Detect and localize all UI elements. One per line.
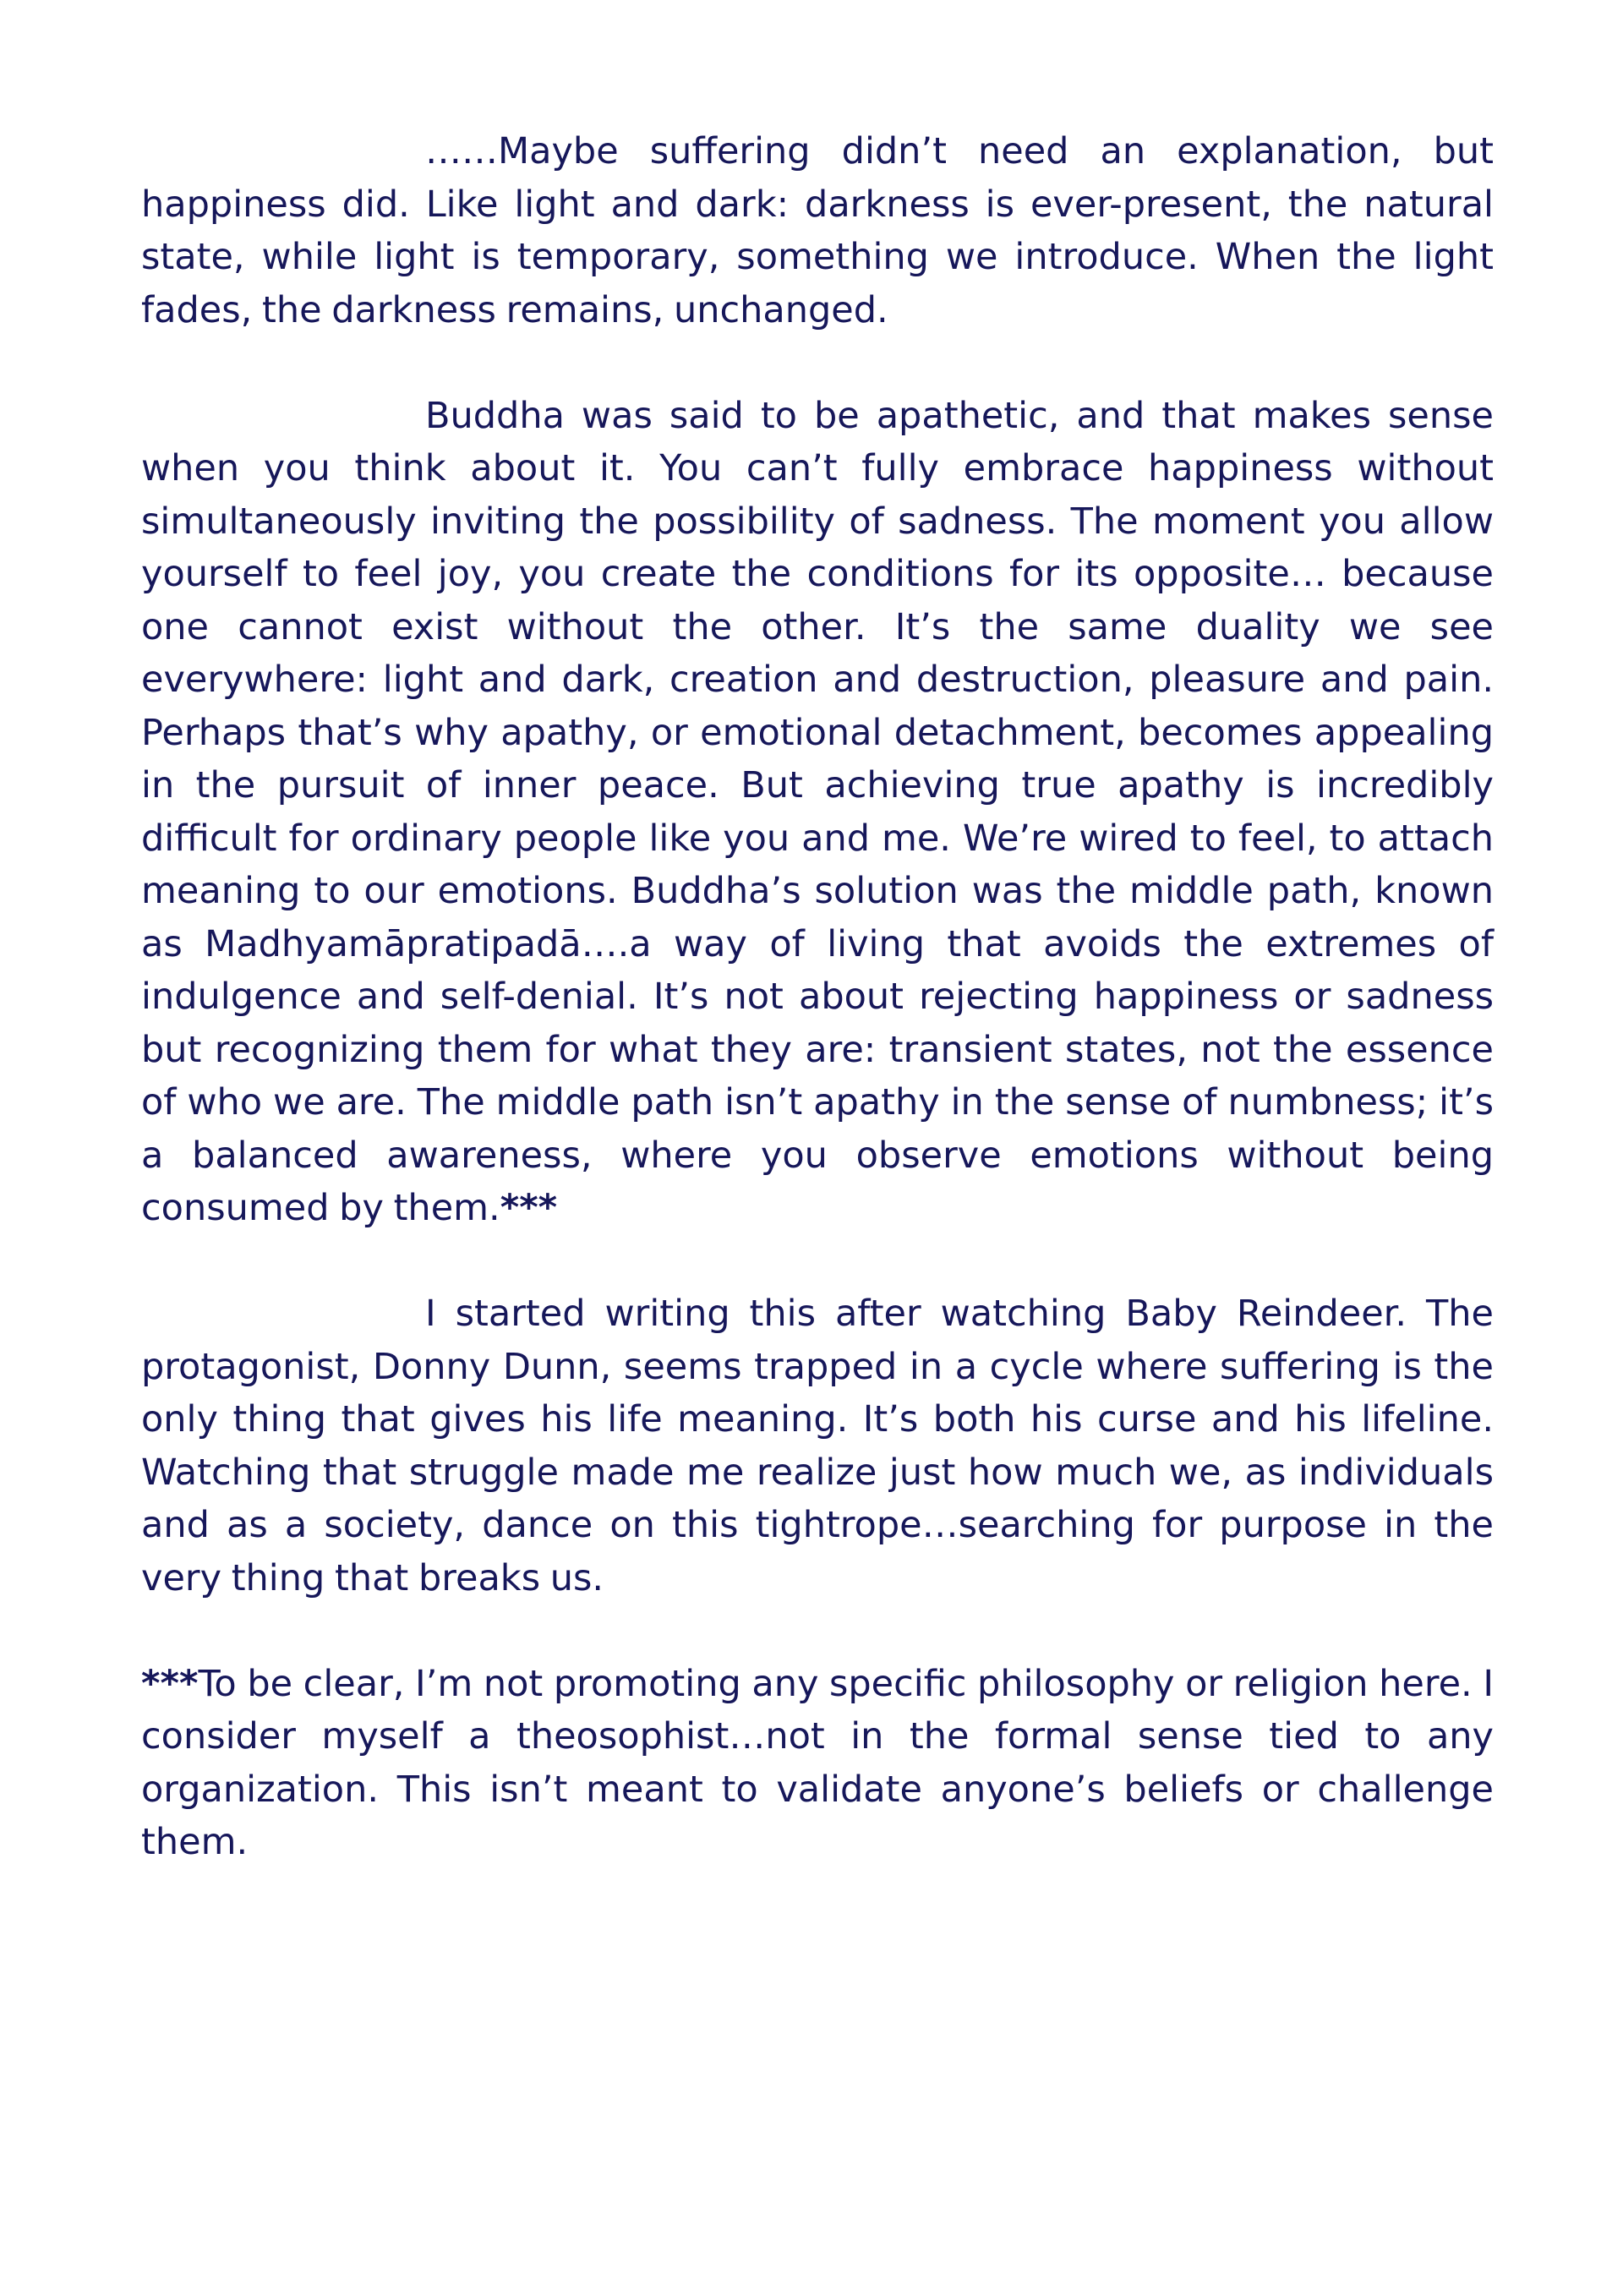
paragraph-baby-reindeer [141,1287,1494,1604]
paragraph-buddha-apathy [141,390,1494,1235]
footnote-marker: *** [500,1187,558,1229]
paragraph-text: To be clear, I’m not promoting any specific philosophy or religion here. I consider myself a theosophist…not in the formal sense tied to any organization. This isn’t meant to validate anyone’s beliefs or challenge them. [141,1662,1494,1863]
paragraph-text: Buddha was said to be apathetic, and that makes sense when you think about it. You can’t fully embrace happiness without simultaneously inviting the possibility of sadness. The moment you allow yourself to feel joy, you create the conditions for its opposite… because one cannot exist without the other. It’s the same duality we see everywhere: light and dark, creation and destruction, pleasure and pain. Perhaps that’s why apathy, or emotional detachment, becomes appealing in the pursuit of inner peace. But achieving true apathy is incredibly difficult for ordinary people like you and me. We’re wired to feel, to attach meaning to our emotions. Buddha’s solution was the middle path, known as Madhyamāpratipadā….a way of living that avoids the extremes of indulgence and self-denial. It’s not about rejecting happiness or sadness but recognizing them for what they are: transient states, not the essence of who we are. The middle path isn’t apathy in the sense of numbness; it’s a balanced awareness, where you observe emotions without being consumed by them. [141,394,1494,1229]
paragraph-suffering-explanation [141,125,1494,336]
footnote-paragraph [141,1658,1494,1869]
paragraph-text: I started writing this after watching Baby Reindeer. The protagonist, Donny Dunn, seems trapped in a cycle where suffering is the only thing that gives his life meaning. It’s both his curse and his lifeline. Watching that struggle made me realize just how much we, as individuals and as a society, dance on this tightrope…searching for purpose in the very thing that breaks us. [141,1293,1494,1599]
paragraph-text: ……Maybe suffering didn’t need an explanation, but happiness did. Like light and dark: darkness is ever-present, the natural state, while light is temporary, something we introduce. When the light fades, the darkness remains, unchanged. [141,130,1494,331]
footnote-marker: *** [141,1662,199,1705]
document-body [141,125,1494,1922]
